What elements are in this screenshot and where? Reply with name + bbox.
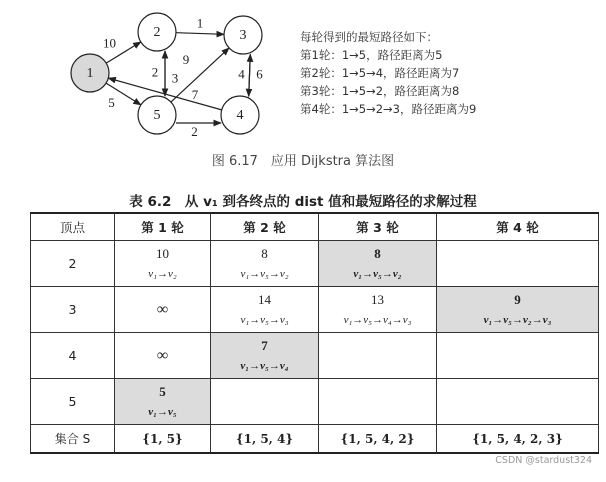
- edge-weight-label: 6: [256, 66, 263, 82]
- table-header-row: [31, 213, 599, 241]
- set-s-label: 集合 S: [31, 425, 115, 454]
- dist-cell: [437, 287, 599, 333]
- dist-cell: [319, 379, 437, 425]
- edge-weight-label: 5: [108, 94, 115, 110]
- dist-cell: [319, 241, 437, 287]
- header-round-3: 第 3 轮: [319, 213, 437, 241]
- path-value: v₁→v₅→v₂: [353, 267, 402, 280]
- edge-weight-label: 3: [171, 70, 179, 86]
- dist-value: 8: [374, 245, 381, 261]
- dist-cell: [115, 379, 211, 425]
- dist-cell: [211, 287, 319, 333]
- set-s-row: [31, 425, 599, 454]
- dist-cell: [437, 379, 599, 425]
- dist-value: 14: [258, 291, 271, 307]
- explanation-heading: 每轮得到的最短路径如下：: [300, 30, 438, 44]
- set-s-value: {1, 5, 4, 2}: [319, 425, 437, 454]
- header-round-4: 第 4 轮: [437, 213, 599, 241]
- graph-node-label: 5: [153, 108, 161, 124]
- dist-cell: [437, 241, 599, 287]
- explanation-line: 第3轮：1→5→2，路径距离为8: [300, 84, 460, 98]
- table-row: [31, 333, 599, 379]
- explanation-line: 第2轮：1→5→4，路径距离为7: [300, 66, 460, 80]
- edge-weight-label: 2: [151, 64, 159, 80]
- csdn-credit: CSDN @stardust324: [495, 455, 592, 466]
- dist-value: ∞: [156, 346, 169, 364]
- dijkstra-table: [30, 212, 599, 454]
- table-title: 表 6.2 从 v₁ 到各终点的 dist 值和最短路径的求解过程: [129, 194, 477, 210]
- dist-cell: [115, 333, 211, 379]
- round-explanation: [300, 28, 600, 118]
- path-value: v₁→v₂: [148, 267, 177, 280]
- edge-weight-label: 9: [182, 51, 190, 67]
- edge-weight-label: 7: [191, 86, 199, 102]
- graph-node-label: 2: [153, 25, 161, 41]
- dijkstra-graph: [0, 0, 300, 148]
- dist-value: 13: [371, 291, 384, 307]
- dist-cell: [211, 241, 319, 287]
- dist-cell: [437, 333, 599, 379]
- graph-node-label: 1: [86, 66, 94, 82]
- edge-weight-label: 10: [103, 35, 116, 51]
- table-row: [31, 379, 599, 425]
- edge-2-3: [176, 33, 224, 35]
- figure-caption: 图 6.17 应用 Dijkstra 算法图: [211, 154, 395, 169]
- dist-value: 8: [261, 245, 268, 261]
- set-s-value: {1, 5, 4}: [211, 425, 319, 454]
- dist-cell: [115, 241, 211, 287]
- dist-cell: [319, 333, 437, 379]
- path-value: v₁→v₅→v₄→v₃: [343, 313, 412, 326]
- table-row: [31, 287, 599, 333]
- graph-node-label: 3: [239, 28, 247, 44]
- dist-value: 7: [261, 337, 268, 353]
- dist-value: ∞: [156, 300, 169, 318]
- dist-cell: [319, 287, 437, 333]
- vertex-label: 4: [31, 333, 115, 379]
- dist-cell: [115, 287, 211, 333]
- edge-weight-label: 4: [238, 66, 245, 82]
- vertex-label: 5: [31, 379, 115, 425]
- path-value: v₁→v₅→v₄: [240, 359, 289, 372]
- explanation-line: 第1轮：1→5，路径距离为5: [300, 48, 443, 62]
- edge-weight-label: 1: [196, 15, 204, 31]
- header-round-2: 第 2 轮: [211, 213, 319, 241]
- path-value: v₁→v₅→v₃: [240, 313, 289, 326]
- vertex-label: 2: [31, 241, 115, 287]
- dist-value: 5: [159, 383, 166, 399]
- dist-value: 10: [156, 245, 169, 261]
- path-value: v₁→v₅→v₂→v₃: [483, 313, 552, 326]
- dist-value: 9: [514, 291, 521, 307]
- edge-5-3: [171, 48, 229, 102]
- explanation-line: 第4轮：1→5→2→3，路径距离为9: [300, 102, 477, 116]
- vertex-label: 3: [31, 287, 115, 333]
- table-row: [31, 241, 599, 287]
- path-value: v₁→v₅: [148, 405, 177, 418]
- dist-cell: [211, 379, 319, 425]
- path-value: v₁→v₅→v₂: [240, 267, 289, 280]
- edge-4-3: [249, 54, 251, 96]
- set-s-value: {1, 5}: [115, 425, 211, 454]
- header-round-1: 第 1 轮: [115, 213, 211, 241]
- graph-node-label: 4: [236, 108, 244, 124]
- edge-weight-label: 2: [191, 123, 198, 139]
- dist-cell: [211, 333, 319, 379]
- header-vertex: 顶点: [31, 213, 115, 241]
- set-s-value: {1, 5, 4, 2, 3}: [437, 425, 599, 454]
